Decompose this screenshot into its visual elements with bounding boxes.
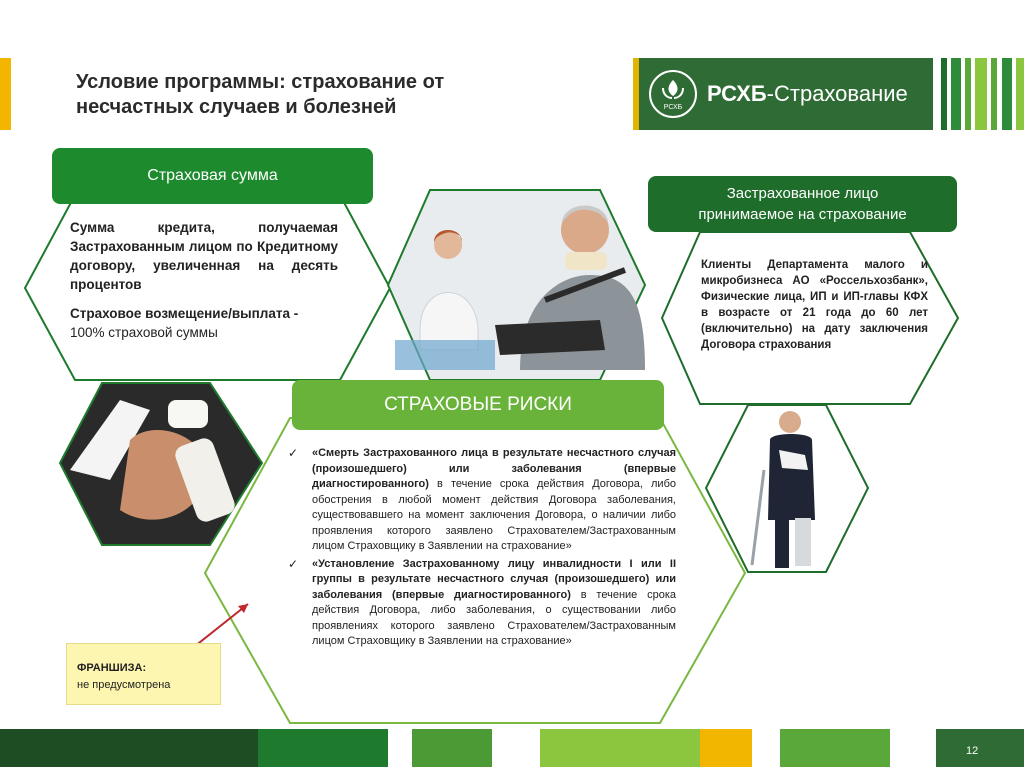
sum-text [70, 218, 338, 342]
brand-bold: РСХБ [707, 81, 767, 106]
payout-value: 100% страховой суммы [70, 325, 218, 340]
title-line-1: Условие программы: страхование от [76, 71, 445, 93]
insured-header-line-1: Застрахованное лицо [726, 185, 879, 202]
risk-item-text: в течение срока действия Договора, либо обострения в любой момент действия Договора заболевания, существовавшего на момент заключения Договора, о наличии либо проявления которого заявлено Страхователем/Застрахованным лицом Страховщику в Заявлении на страхование» [312, 478, 676, 552]
insured-description: Клиенты Департамента малого и микробизнеса АО «Россельхозбанк», Физические лица, ИП и ИП-главы КФХ в возрасте от 21 года до 60 лет (включительно) на дату заключения Договора страхования [701, 259, 928, 351]
folder-prop [395, 340, 495, 370]
risk-item-bold: «Смерть Застрахованного лица в результате несчастного случая (произошедшего) или заболевания (впервые диагностированного) [312, 447, 676, 490]
risks-list [288, 446, 676, 652]
risks-header: СТРАХОВЫЕ РИСКИ [292, 380, 664, 430]
bottom-bar [0, 729, 1024, 767]
sum-description: Сумма кредита, получаемая Застрахованным лицом по Кредитному договору, увеличенная на десять процентов [70, 220, 338, 292]
checkmark-icon: ✓ [288, 556, 299, 571]
title-line-2: несчастных случаев и болезней [76, 96, 397, 118]
checkmark-icon: ✓ [288, 446, 299, 460]
insured-header [648, 176, 957, 232]
franchise-value: не предусмотрена [77, 679, 171, 691]
insured-header-line-2: принимаемое на страхование [698, 206, 907, 223]
page-number: 12 [966, 745, 979, 757]
risk-item-death [288, 446, 676, 555]
risk-item-disability [288, 557, 676, 650]
brand-rest: -Страхование [766, 81, 908, 106]
emblem-text: РСХБ [663, 104, 683, 111]
risk-item-bold: «Установление Застрахованному лицу инвалидности I или II группы в результате несчастного случая (произошедшего) или заболевания (впервые диагностированного) [312, 557, 676, 601]
franchise-note [66, 643, 221, 705]
sum-header: Страховая сумма [52, 148, 373, 204]
franchise-title: ФРАНШИЗА: [77, 662, 147, 674]
risk-item-text: в течение срока действия Договора, либо заболевания, о существовании либо проявлениях которого заявлено Страхователем/Застрахованным лицом Страховщику в Заявлении на страхование» [312, 588, 677, 647]
payout-label: Страховое возмещение/выплата - [70, 306, 299, 321]
